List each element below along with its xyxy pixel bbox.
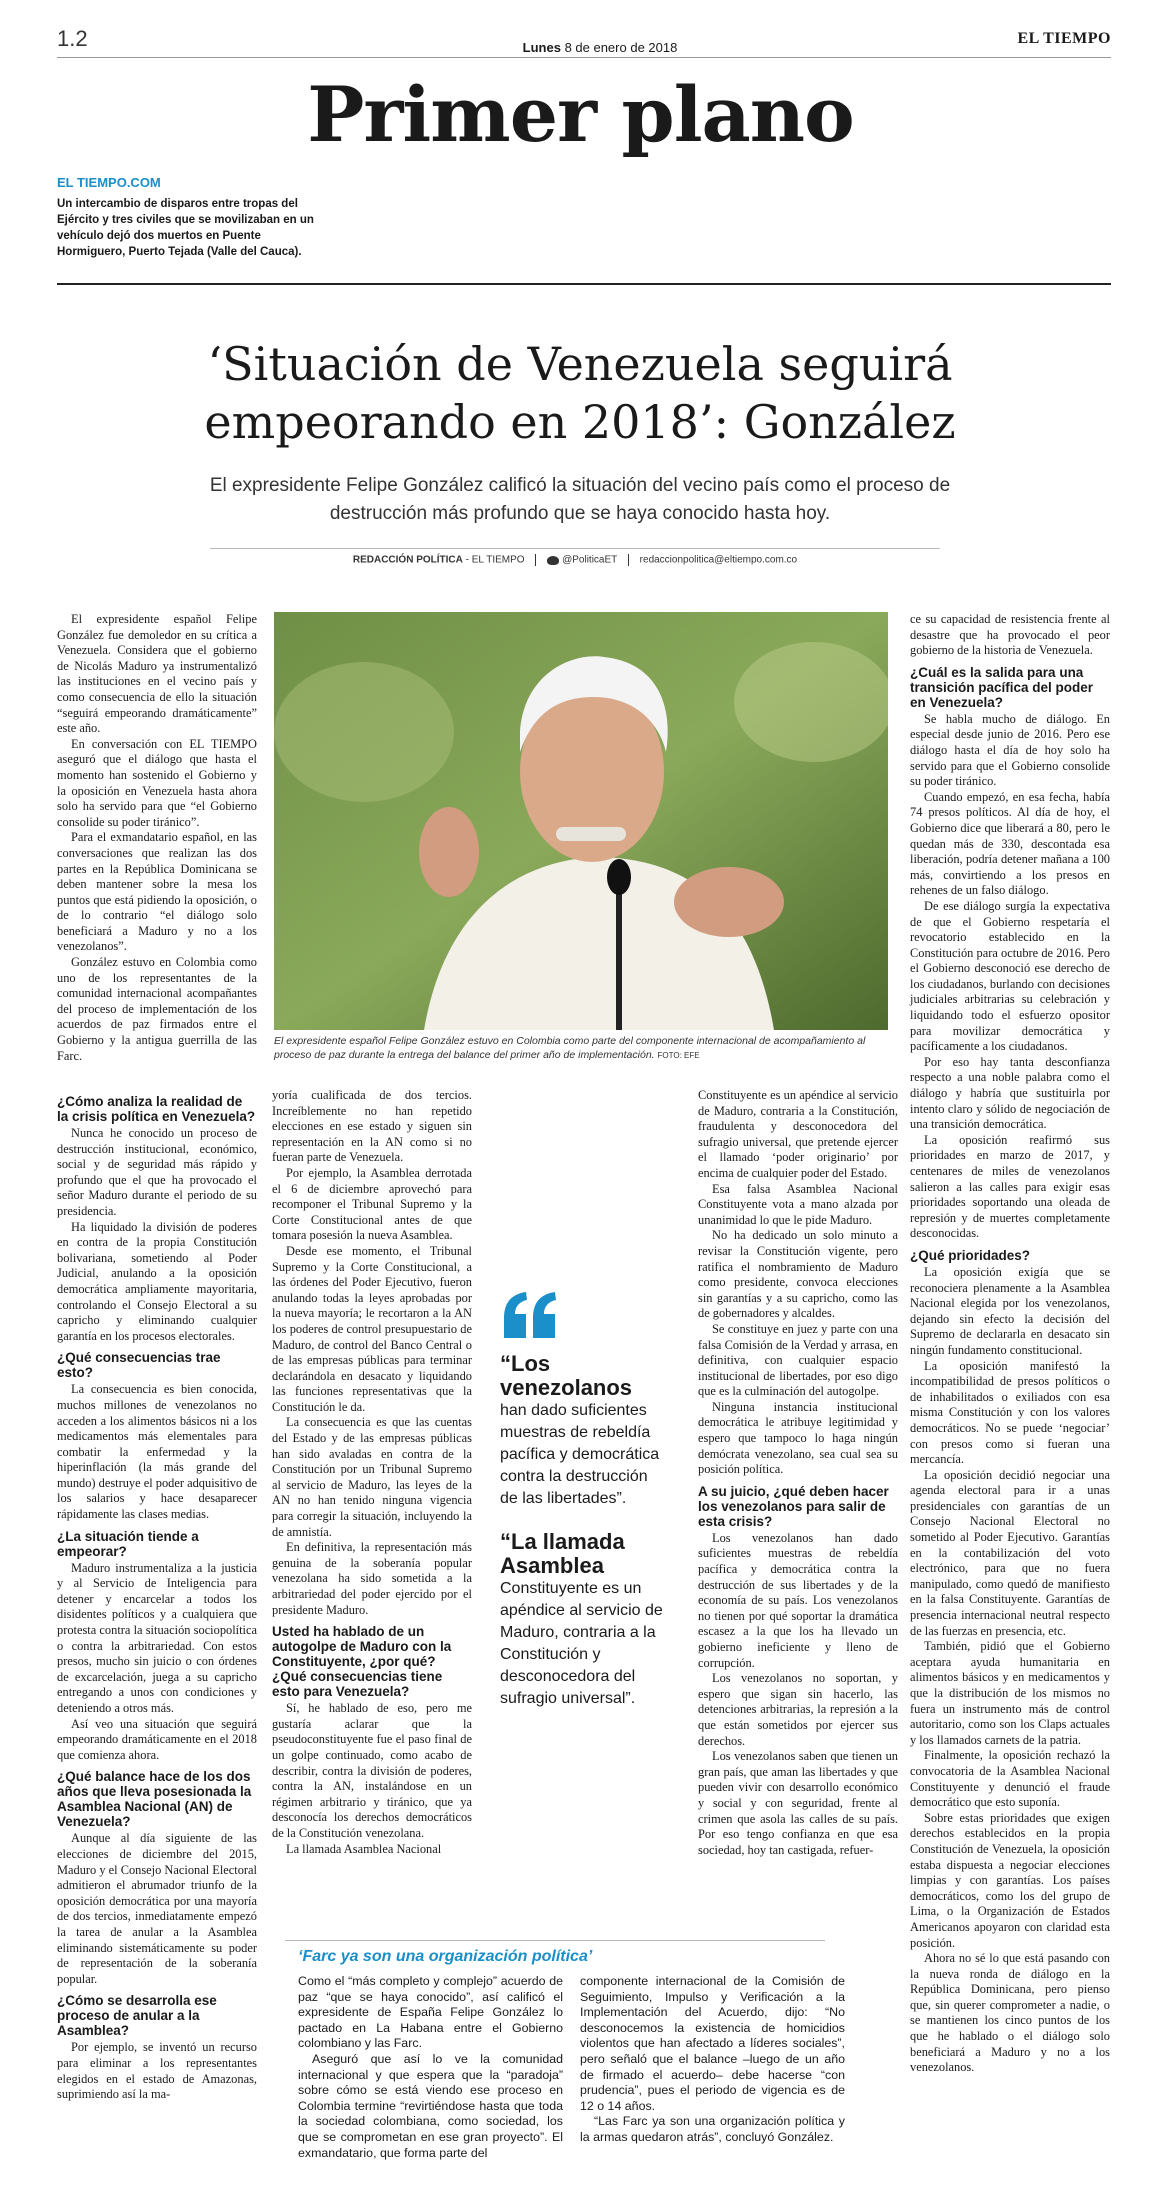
intro-paragraph: González estuvo en Colombia como uno de los representantes de la comunidad internacional acompañantes del proceso de implementación de los acuerdos de paz firmados entre el Gobierno y la antigua guerrilla de las Farc. [57, 955, 257, 1063]
interview-answer: Esa falsa Asamblea Nacional Constituyente vota a mano alzada por unanimidad lo que le pide Maduro. [698, 1181, 898, 1227]
byline-separator [535, 554, 536, 566]
byline-email[interactable]: redaccionpolitica@eltiempo.com.co [639, 554, 798, 566]
sidebar-column-2 [580, 1974, 845, 2146]
sidebar-paragraph: componente internacional de la Comisión de Seguimiento, Impulso y Verificación a la Implementación del Acuerdo, dijo: “No desconocemos la existencia de homicidios violentos que han afectado a líderes sociales”, pero señaló que el balance –luego de un año de firmado el acuerdo– debe hacerse “con prudencia”, pues el periodo de vigencia es de 12 o 14 años. [580, 1974, 845, 2113]
byline-desk: REDACCIÓN POLÍTICA [352, 554, 463, 566]
interview-answer: No ha dedicado un solo minuto a revisar la Constitución vigente, pero ratifica el nombramiento de Maduro como presidente, convoca elecciones sin garantías y a su capricho, como las de gobernadores y alcaldes. [698, 1228, 898, 1321]
pullquote-1-body: han dado suficientes muestras de rebeldía pacífica y democrática contra la destrucción de las libertades”. [500, 1402, 660, 1507]
sidebar-paragraph: Aseguró que así lo ve la comunidad internacional y que espera que la “paradoja” sobre cómo se está viendo ese proceso en Colombia termine “revirtiéndose hasta que toda la sociedad colombiana, como sociedad, los que se comprometan en ese gran proyecto”. El exmandatario, que forma parte del [298, 2051, 563, 2160]
interview-answer: La oposición decidió negociar una agenda electoral para ir a unas presidenciales con garantías de un Consejo Nacional Electoral no sometido al Poder Ejecutivo. Garantías en la contabilización del voto electrónico, para que no fuera manipulado, como quedó de manifiesto en la falsa Constituyente. Garantías de presencia internacional neutral respecto de las fuerzas en presencia, etc. [910, 1467, 1110, 1638]
interview-answer: Finalmente, la oposición rechazó la convocatoria de la Asamblea Nacional Constituyente y denunció el fraude democrático que esto suponía. [910, 1748, 1110, 1810]
interview-answer: Así veo una situación que seguirá empeorando dramáticamente en el 2018 que comienza ahora. [57, 1716, 257, 1762]
interview-answer: Por ejemplo, la Asamblea derrotada el 6 de diciembre aprovechó para recomponer el Tribunal Supremo y la Corte Constitucional antes de que tomara posesión la nueva Asamblea. [272, 1165, 472, 1243]
interview-answer: Los venezolanos han dado suficientes muestras de rebeldía pacífica y democrática contra la destrucción de sus libertades y de la economía de su país. Los venezolanos no tienen por qué soportar la dramática escasez a la que los ha llevado un gobierno ineficiente y lleno de corrupción. [698, 1530, 898, 1670]
interview-question: ¿Qué prioridades? [910, 1247, 1031, 1263]
intro-paragraph: En conversación con EL TIEMPO aseguró que el diálogo que hasta el momento han sostenido el Gobierno y la oposición en Venezuela hasta ahora solo ha servido para que “el Gobierno consolide su poder tiránico”. [57, 736, 257, 829]
qa-column-3 [698, 1088, 898, 1858]
interview-answer: Ha liquidado la división de poderes en contra de la propia Constitución bolivariana, sometiendo al Poder Judicial, anulando a la oposición democrática ampliamente mayoritaria, controlando el Consejo Electoral a su capricho y eliminando cualquier garantía en los procesos electorales. [57, 1219, 257, 1343]
pullquote-1-lead: “Los venezolanos [500, 1351, 633, 1400]
sidebar-title: ‘Farc ya son una organización política’ [298, 1948, 593, 1965]
interview-answer: Se constituye en juez y parte con una falsa Comisión de la Verdad y arrasa, en definitiva, con cualquier espacio institucional de libertades, por eso digo que es la culminación del autogolpe. [698, 1321, 898, 1399]
interview-answer: Sobre estas prioridades que exigen derechos establecidos en la propia Constitución de Venezuela, la oposición estaba dispuesta a negociar elecciones limpias y con garantías. Los países democráticos, como los del grupo de Lima, o la Organización de Estados Americanos apoyaron con claridad esta posición. [910, 1810, 1110, 1950]
photo-felipe-gonzalez [274, 612, 888, 1030]
photo-caption-text: El expresidente español Felipe González estuvo en Colombia como parte del componente internacional de acompañamiento al proceso de paz durante la entrega del balance del primer año de implementación. [274, 1035, 866, 1061]
interview-answer: Sí, he hablado de eso, pero me gustaría aclarar que la pseudoconstituyente fue el paso final de un golpe continuado, como acabo de describir, contra la división de poderes, contra la AN, instalándose en un régimen arbitrario y tiránico, que ya desconocía los derechos democráticos de la Constitución venezolana. [272, 1701, 472, 1840]
interview-answer: También, pidió que el Gobierno aceptara ayuda humanitaria en alimentos básicos y en medicamentos y que la distribución de los mismos no fuera un instrumento más de control autoritario, como son los Claps actuales y los llamados carnets de la patria. [910, 1639, 1110, 1747]
interview-question: Usted ha hablado de un autogolpe de Maduro con la Constituyente, ¿por qué? ¿Qué consecuencias tiene esto para Venezuela? [272, 1624, 452, 1700]
qa-column-1 [57, 1088, 257, 2103]
page-number: 1.2 [57, 26, 88, 51]
intro-paragraph: Para el exmandatario español, en las conversaciones que realizan las dos partes en la República Dominicana se deben mantener sobre la mesa los puntos que está pidiendo la oposición, o de lo contrario “el diálogo solo beneficiará a Maduro y no a los venezolanos”. [57, 830, 257, 954]
twitter-icon [547, 556, 559, 565]
photo-credit: FOTO: EFE [657, 1051, 700, 1060]
byline-twitter[interactable]: @PoliticaET [562, 554, 618, 566]
intro-paragraph: El expresidente español Felipe González fue demoledor en su crítica a Venezuela. Considera que el gobierno de Nicolás Maduro ya instrumentalizó las instituciones en el vecino país y como consecuencia de ello la situación “seguirá empeorando dramáticamente” este año. [57, 612, 257, 736]
qa-column-4 [910, 612, 1110, 2076]
interview-answer: Desde ese momento, el Tribunal Supremo y la Corte Constitucional, a las órdenes del Poder Ejecutivo, fueron anulando todas la leyes aprobadas por la nueva mayoría; le recortaron a la AN los poderes de control presupuestario de Maduro, de control del Banco Central o de las empresas públicas para terminar declarándola en desacato y liquidando las funciones representativas que la Constitución le da. [272, 1243, 472, 1414]
byline [210, 554, 940, 566]
interview-answer: Nunca he conocido un proceso de destrucción institucional, económico, social y de seguridad más rápido y profundo que el que ha provocado el señor Maduro durante el periodo de su presidencia. [57, 1126, 257, 1218]
article-headline: ‘Situación de Venezuela seguirá empeorando en 2018’: González [204, 337, 956, 449]
teaser-site-link[interactable]: EL TIEMPO.COM [57, 175, 161, 190]
issue-date [470, 40, 730, 55]
interview-answer: La oposición manifestó la incompatibilidad de presos políticos o de inhabilitados o exiliados con esa misma Constitución y con los valores democráticos. No se puede ‘negociar’ con presos como si fueran una mercancía. [910, 1358, 1110, 1467]
interview-answer: La oposición reafirmó sus prioridades en marzo de 2017, y centenares de miles de venezolanos salieron a las calles para exigir esas prioridades soportando una oleada de represión y de muertes completamente desconocidas. [910, 1132, 1110, 1241]
section-title: Primer plano [307, 70, 854, 159]
interview-answer: Se habla mucho de diálogo. En especial desde junio de 2016. Pero ese diálogo hasta el día de hoy solo ha servido para que el Gobierno consolide su poder tiránico. [910, 711, 1110, 789]
sidebar-paragraph: Como el “más completo y complejo” acuerdo de paz “que se haya conocido”, así calificó el expresidente de España Felipe González lo pactado en La Habana entre el Gobierno colombiano y las Farc. [298, 1974, 563, 2051]
interview-answer: Por eso hay tanta desconfianza respecto a una noble palabra como el diálogo y habría que sustituirla por intento claro y sólido de negociación de una transición democrática. [910, 1054, 1110, 1132]
pullquote-2 [500, 1530, 670, 1710]
quote-mark-icon [500, 1290, 560, 1344]
interview-answer: La consecuencia es que las cuentas del Estado y de las empresas públicas han sido avaladas en contra de la Constitución por un Tribunal Supremo al servicio de Maduro, las leyes de la AN no han tenido ninguna vigencia para corregir la situación, incluyendo la de amnistía. [272, 1415, 472, 1539]
interview-answer: La consecuencia es bien conocida, muchos millones de venezolanos no acceden a los alimentos básicos ni a los medicamentos más elementales para combatir la enfermedad y la hiperinflación (la más grande del mundo) destruye el poder adquisitivo de los salarios y hace desaparecer rápidamente las clases medias. [57, 1382, 257, 1522]
interview-answer: Maduro instrumentaliza a la justicia y al Servicio de Inteligencia para detener y encarcelar a todos los disidentes políticos y a cualquiera que protesta contra la situación sociopolítica o contra la arbitrariedad. Con estos presos, mucho sin juicio o con órdenes de excarcelación, juega a su capricho entregando a unos con condiciones y deteniendo a otros más. [57, 1560, 257, 1715]
interview-answer: Ninguna instancia institucional democrática le atribuye legitimidad y espero que tampoco lo haga ningún demócrata venezolano, sea cual sea su posición política. [698, 1399, 898, 1477]
pullquote-2-body: Constituyente es un apéndice al servicio de Maduro, contraria a la Constitución y desconocedora del sufragio universal”. [500, 1580, 663, 1707]
photo-caption [274, 1034, 888, 1063]
interview-answer: Ahora no sé lo que está pasando con la nueva ronda de diálogo en la República Dominicana, pero pienso que, sin querer comprometer a nadie, o se mantienen los cinco puntos de los que he hablado o el diálogo solo beneficiará a Maduro y no a los venezolanos. [910, 1951, 1110, 2075]
interview-answer: yoría cualificada de dos tercios. Increíblemente no han repetido elecciones en ese estado y siguen sin representación en la AN como si no fueran parte de Venezuela. [272, 1088, 472, 1165]
section-rule [57, 283, 1111, 285]
interview-answer: La oposición exigía que se reconociera plenamente a la Asamblea Nacional elegida por los venezolanos, dejando sin efecto la decisión del Supremo de declararla en desacato sin ningún fundamento constitucional. [910, 1264, 1110, 1357]
newspaper-brand: EL TIEMPO [1017, 30, 1111, 47]
qa-column-2 [272, 1088, 472, 1857]
pullquote-2-lead: “La llamada Asamblea [500, 1529, 625, 1578]
sidebar-rule [285, 1940, 825, 1941]
pullquote-1 [500, 1352, 660, 1510]
teaser-text: Un intercambio de disparos entre tropas del Ejército y tres civiles que se movilizaban en un vehículo dejó dos muertos en Puente Hormiguero, Puerto Tejada (Valle del Cauca). [57, 198, 314, 258]
sidebar-column-1 [298, 1974, 563, 2161]
interview-question: ¿Qué consecuencias trae esto? [57, 1350, 221, 1381]
interview-answer: Los venezolanos saben que tienen un gran país, que aman las libertades y que pueden vivir con desarrollo económico y social y con seguridad, frente al crimen que asola las calles de su país. Por eso tengo confianza en que esa sociedad, hoy tan castigada, refuer- [698, 1749, 898, 1857]
byline-rule [210, 548, 940, 549]
issue-date-day: Lunes [522, 40, 561, 55]
interview-question: ¿Cómo se desarrolla ese proceso de anular a la Asamblea? [57, 1993, 217, 2039]
interview-answer: La llamada Asamblea Nacional [286, 1841, 442, 1856]
interview-answer: Aunque al día siguiente de las elecciones de diciembre del 2015, Maduro y el Consejo Nacional Electoral admitieron el abrumador triunfo de la oposición democrática por una mayoría de dos tercios, inmediatamente empezó la tarea de anular a la Asamblea eliminando sistemáticamente su poder de representación de la soberanía popular. [57, 1831, 257, 1986]
interview-answer: Los venezolanos no soportan, y espero que sigan sin hacerlo, las detenciones arbitrarias, la represión a la que están sometidos por ejercer sus derechos. [698, 1671, 898, 1748]
interview-answer: ce su capacidad de resistencia frente al desastre que ha provocado el peor gobierno de la historia de Venezuela. [910, 612, 1110, 658]
byline-paper: - EL TIEMPO [465, 554, 525, 566]
article-photo [274, 612, 888, 1030]
article-subhead: El expresidente Felipe González calificó la situación del vecino país como el proceso de destrucción más profundo que se haya conocido hasta hoy. [209, 475, 951, 524]
issue-date-rest: 8 de enero de 2018 [564, 40, 678, 55]
interview-answer: Por ejemplo, se inventó un recurso para eliminar a los representantes elegidos en el estado de Amazonas, suprimiendo así la ma- [57, 2040, 257, 2102]
interview-question: ¿Cómo analiza la realidad de la crisis política en Venezuela? [57, 1094, 256, 1124]
interview-answer: De ese diálogo surgía la expectativa de que el Gobierno respetaría el revocatorio establecido en la Constitución para octubre de 2016. Pero el Gobierno desconoció ese derecho de los ciudadanos, burlando con decisiones judiciales arbitrarias su celebración y liquidando todo el esfuerzo opositor para movilizar democrática y pacíficamente a los ciudadanos. [910, 898, 1110, 1054]
sidebar-paragraph: “Las Farc ya son una organización política y la armas quedaron atrás”, concluyó González. [580, 2114, 845, 2144]
interview-question: ¿Cuál es la salida para una transición pacífica del poder en Venezuela? [910, 664, 1094, 710]
byline-separator [628, 554, 629, 566]
interview-question: ¿La situación tiende a empeorar? [57, 1528, 199, 1559]
intro-column [57, 612, 257, 1064]
top-rule [57, 57, 1111, 58]
interview-question: A su juicio, ¿qué deben hacer los venezolanos para salir de esta crisis? [698, 1483, 889, 1529]
interview-answer: Cuando empezó, en esa fecha, había 74 presos políticos. Al día de hoy, el Gobierno dice que liberará a 80, pero le quedan más de 330, descontada esa liberación, podría detener mañana a 100 más, convirtiendo a los presos en rehenes de un falso diálogo. [910, 789, 1110, 898]
interview-answer: En definitiva, la representación más genuina de la soberanía popular venezolana ha sido sometida a la arbitrariedad del poder ejercido por el presidente Maduro. [272, 1540, 472, 1617]
interview-answer: Constituyente es un apéndice al servicio de Maduro, contraria a la Constitución, fraudulenta y desconocedora del sufragio universal, que pretende ejercer el llamado ‘poder originario’ por encima de cualquier poder del Estado. [698, 1088, 898, 1180]
interview-question: ¿Qué balance hace de los dos años que lleva posesionada la Asamblea Nacional (AN) de Venezuela? [57, 1769, 252, 1830]
